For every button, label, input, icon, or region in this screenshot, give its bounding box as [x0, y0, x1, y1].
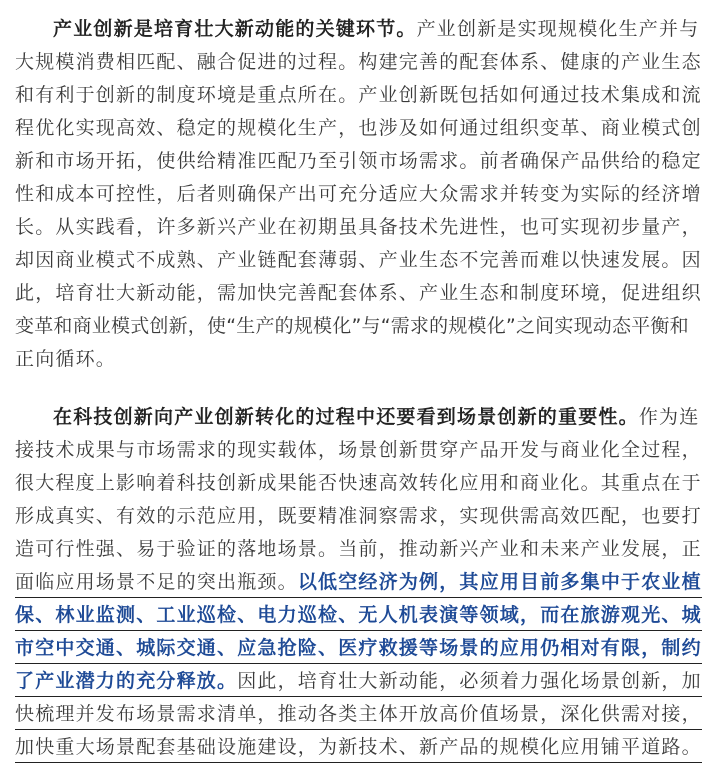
- paragraph-2-line-11: [15, 732, 702, 763]
- highlighted-example: 了产业潜力的充分释放。: [15, 670, 238, 692]
- line-text: 因此，培育壮大新动能，必须着力强化场景创新，加: [237, 670, 702, 692]
- line-text: 接技术成果与市场需求的现实载体，场景创新贯穿产品开发与商业化全过程，: [15, 439, 702, 461]
- line-text: 此，培育壮大新动能，需加快完善配套体系、产业生态和制度环境，促进组织: [15, 282, 702, 304]
- paragraph-1-line-9: [15, 278, 702, 308]
- line-text: 和有利于创新的制度环境是重点所在。产业创新既包括如何通过技术集成和流: [15, 84, 702, 106]
- paragraph-2-line-3: [15, 468, 702, 498]
- line-text: 快梳理并发布场景需求清单，推动各类主体开放高价值场景，深化供需对接，: [15, 703, 702, 725]
- line-text: 作为连: [638, 406, 700, 428]
- line-text: 加快重大场景配套基础设施建设，为新技术、新产品的规模化应用铺平道路。: [15, 736, 702, 758]
- line-text: 正向循环。: [15, 348, 117, 370]
- line-text: 造可行性强、易于验证的落地场景。当前，推动新兴产业和未来产业发展，正: [15, 538, 702, 560]
- paragraph-2-line-6: [15, 567, 702, 598]
- line-text: 长。从实践看，许多新兴产业在初期虽具备技术先进性，也可实现初步量产，: [15, 216, 702, 238]
- paragraph-2-line-7: [15, 600, 702, 631]
- line-text: 性和成本可控性，后者则确保产出可充分适应大众需求并转变为实际的经济增: [15, 183, 702, 205]
- highlighted-example: 市空中交通、城际交通、应急抢险、医疗救援等场景的应用仍相对有限，制约: [15, 637, 702, 659]
- line-text: 产业创新是实现规模化生产并与: [416, 18, 700, 40]
- line-text: 形成真实、有效的示范应用，既要精准洞察需求，实现供需高效匹配，也要打: [15, 505, 702, 527]
- line-text: 变革和商业模式创新，使“生产的规模化”与“需求的规模化”之间实现动态平衡和: [15, 315, 689, 337]
- paragraph-1-line-1: [53, 14, 700, 44]
- line-text: 很大程度上影响着科技创新成果能否快速高效转化应用和商业化。其重点在于: [15, 472, 702, 494]
- paragraph-1-line-7: [15, 212, 702, 242]
- paragraph-2-line-10: [15, 699, 702, 730]
- line-text: 面临应用场景不足的突出瓶颈。: [15, 571, 298, 593]
- paragraph-2-line-2: [15, 435, 702, 465]
- highlighted-example: 保、林业监测、工业巡检、电力巡检、无人机表演等领域，而在旅游观光、城: [15, 604, 702, 626]
- paragraph-1-line-3: [15, 80, 702, 110]
- paragraph-1-line-2: [15, 47, 702, 77]
- paragraph-1-line-10: [15, 311, 689, 341]
- paragraph-2-lead-sentence: 在科技创新向产业创新转化的过程中还要看到场景创新的重要性。: [53, 406, 639, 428]
- paragraph-2-line-4: [15, 501, 702, 531]
- paragraph-2-line-8: [15, 633, 702, 664]
- paragraph-1-line-8: [15, 245, 702, 275]
- line-text: 程优化实现高效、稳定的规模化生产，也涉及如何通过组织变革、商业模式创: [15, 117, 702, 139]
- highlighted-example: 以低空经济为例，其应用目前多集中于农业植: [297, 571, 702, 593]
- paragraph-1-line-11: [15, 344, 116, 374]
- paragraph-2-line-5: [15, 534, 702, 564]
- paragraph-2-line-1: [53, 402, 700, 432]
- paragraph-1-line-4: [15, 113, 702, 143]
- line-text: 却因商业模式不成熟、产业链配套薄弱、产业生态不完善而难以快速发展。因: [15, 249, 702, 271]
- line-text: 大规模消费相匹配、融合促进的过程。构建完善的配套体系、健康的产业生态: [15, 51, 702, 73]
- paragraph-1-lead-sentence: 产业创新是培育壮大新动能的关键环节。: [53, 18, 417, 40]
- line-text: 新和市场开拓，使供给精准匹配乃至引领市场需求。前者确保产品供给的稳定: [15, 150, 702, 172]
- paragraph-1-line-5: [15, 146, 702, 176]
- paragraph-1-line-6: [15, 179, 702, 209]
- paragraph-2-line-9: [15, 666, 702, 697]
